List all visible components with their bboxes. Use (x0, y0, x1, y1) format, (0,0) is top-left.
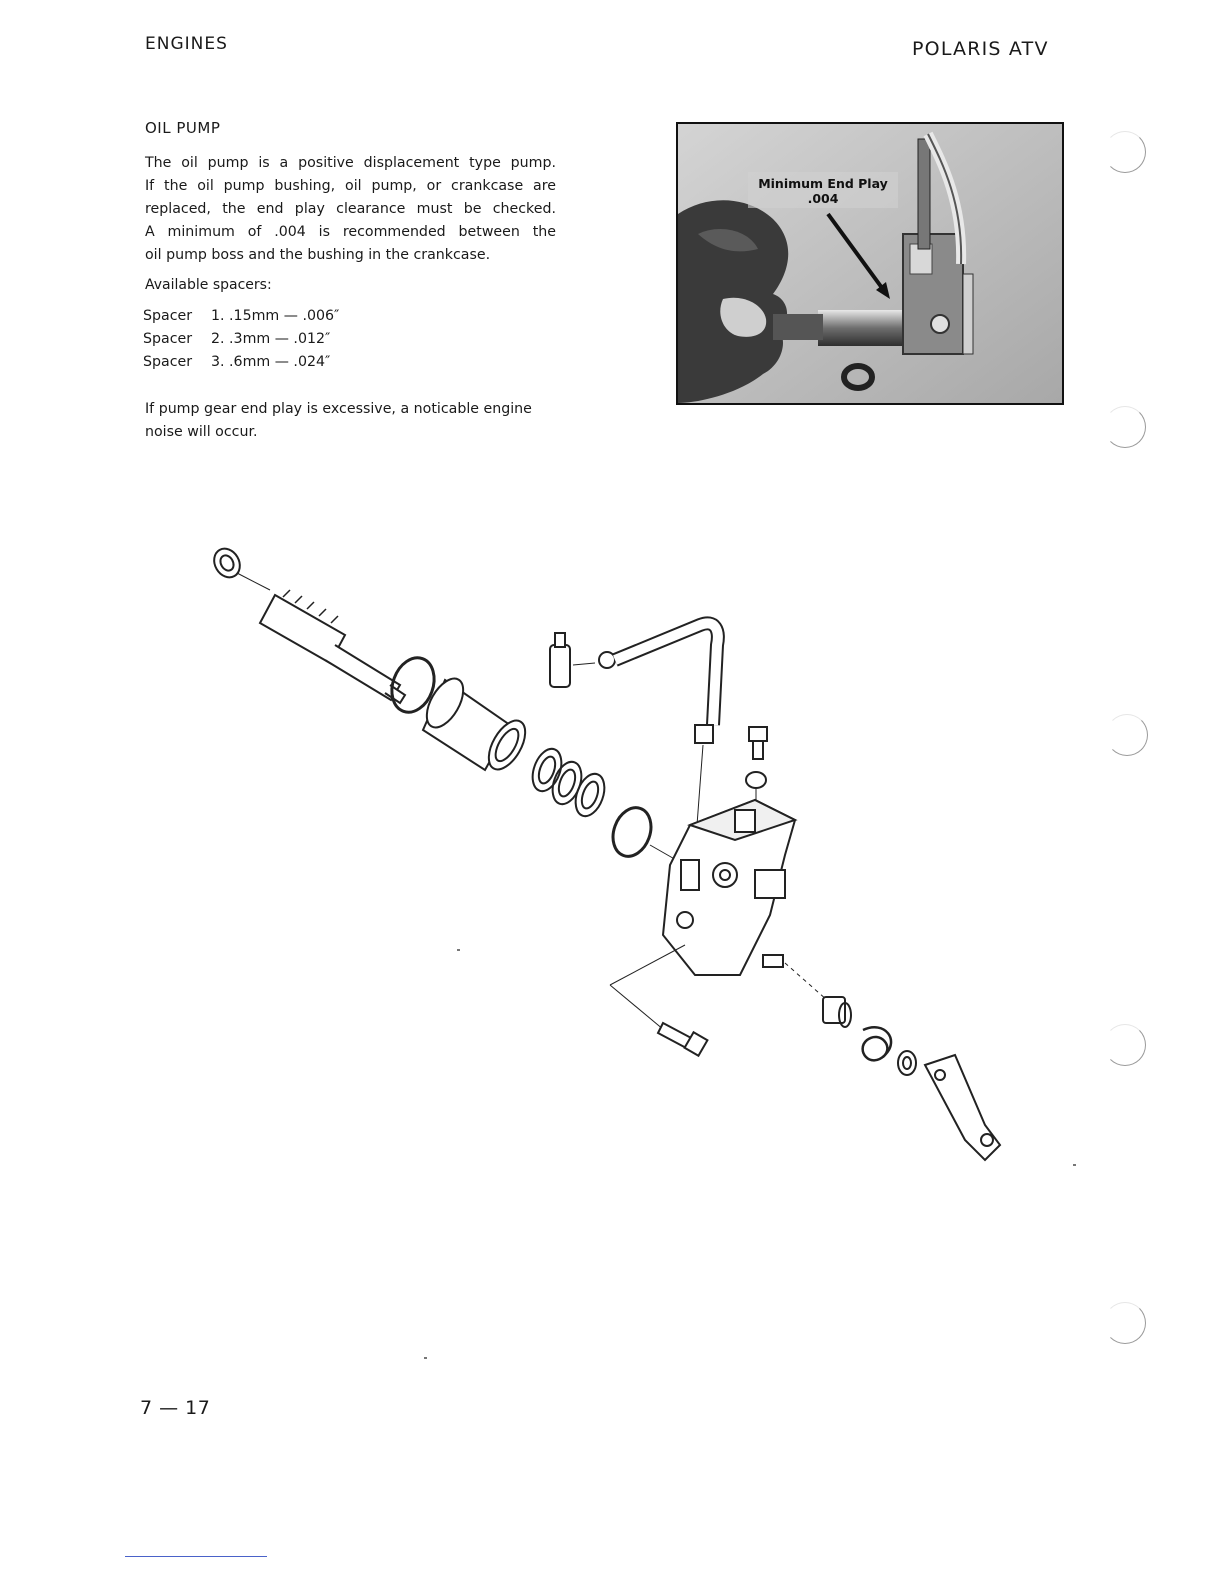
paragraph-line: The oil pump is a positive displacement type pump. (145, 155, 556, 171)
exploded-view-drawing (195, 535, 1025, 1175)
description-paragraph (145, 152, 556, 267)
footer-rule (125, 1556, 267, 1557)
oil-pump-exploded-diagram (195, 535, 1025, 1175)
end-play-callout (748, 176, 898, 206)
scan-speck (457, 949, 460, 951)
spacer-list (143, 305, 339, 374)
header-manual-title: POLARIS ATV (912, 38, 1049, 60)
note-line: If pump gear end play is excessive, a noticable engine (145, 401, 532, 417)
noise-note (145, 398, 532, 444)
paragraph-line: If the oil pump bushing, oil pump, or crankcase are (145, 178, 556, 194)
scan-speck (424, 1357, 427, 1359)
binder-hole (1106, 714, 1148, 756)
spacer-label: Spacer (143, 331, 193, 347)
spacer-label: Spacer (143, 354, 193, 370)
photo-illustration (678, 124, 1062, 403)
paragraph-line: A minimum of .004 is recommended between the (145, 224, 556, 240)
callout-value: .004 (807, 191, 839, 206)
note-line: noise will occur. (145, 424, 258, 440)
scan-speck (1073, 1164, 1076, 1166)
spacer-item (143, 351, 339, 374)
end-play-photo (676, 122, 1064, 405)
spacer-spec: 1. .15mm — .006″ (211, 308, 340, 324)
binder-hole (1104, 1302, 1146, 1344)
paragraph-line: replaced, the end play clearance must be checked. (145, 201, 556, 217)
binder-hole (1104, 406, 1146, 448)
spacer-label: Spacer (143, 308, 193, 324)
available-spacers-label: Available spacers: (145, 277, 272, 293)
section-title: OIL PUMP (145, 119, 221, 137)
callout-title: Minimum End Play (758, 176, 888, 191)
paragraph-line: oil pump boss and the bushing in the crankcase. (145, 247, 491, 263)
binder-hole (1104, 1024, 1146, 1066)
header-section-name: ENGINES (145, 34, 228, 54)
page-number: 7 — 17 (140, 1397, 211, 1419)
binder-hole (1104, 131, 1146, 173)
spacer-spec: 2. .3mm — .012″ (211, 331, 331, 347)
spacer-item (143, 305, 339, 328)
spacer-item (143, 328, 339, 351)
spacer-spec: 3. .6mm — .024″ (211, 354, 331, 370)
